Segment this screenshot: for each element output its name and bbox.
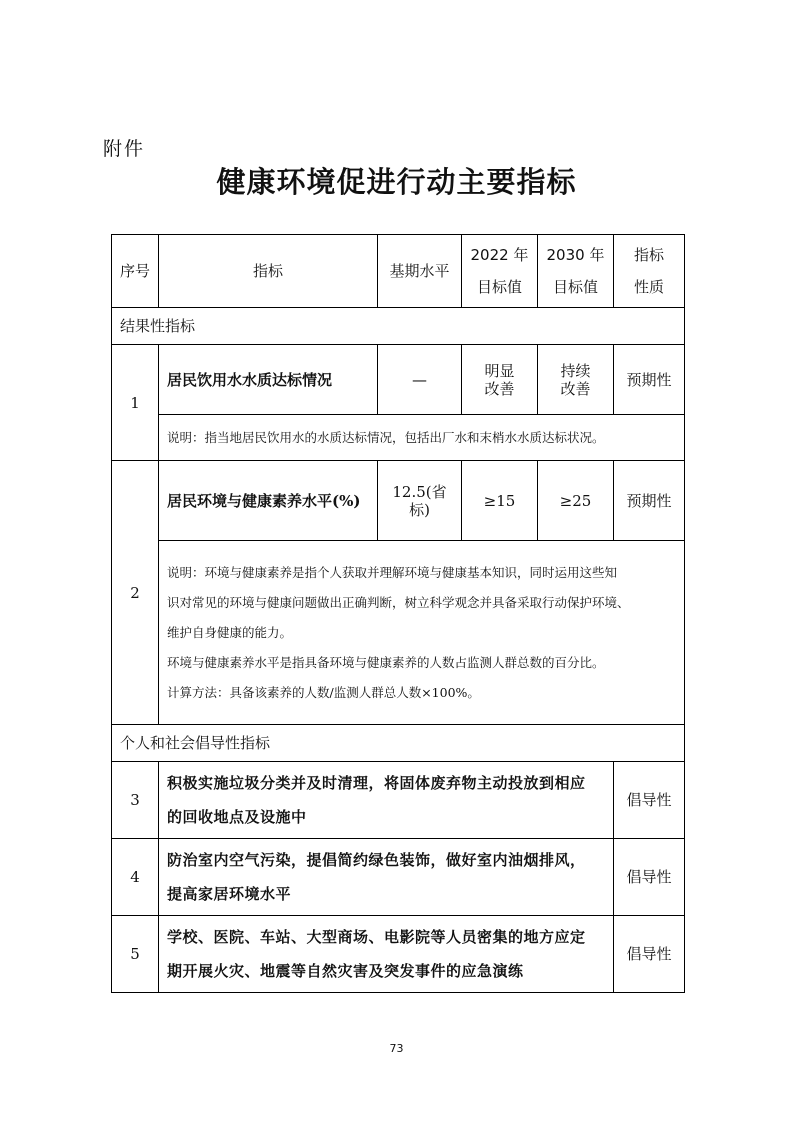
indicator-line: 期开展火灾、地震等自然灾害及突发事件的应急演练: [167, 962, 524, 980]
indicator-nature: 倡导性: [614, 839, 685, 916]
indicator-note: [159, 541, 685, 725]
row-number: 3: [112, 762, 159, 839]
table-row: [112, 839, 685, 916]
target-2022-value: [462, 345, 538, 415]
note-line: 环境与健康素养水平是指具备环境与健康素养的人数占监测人群总数的百分比。: [167, 654, 605, 670]
header-indicator: 指标: [159, 235, 378, 308]
table-row: [112, 461, 685, 541]
indicator-nature: 倡导性: [614, 916, 685, 993]
indicator-line: 学校、医院、车站、大型商场、电影院等人员密集的地方应定: [167, 928, 586, 946]
indicator-line: 防治室内空气污染，提倡简约绿色装饰，做好室内油烟排风，: [167, 851, 586, 869]
section-row: [112, 308, 685, 345]
header-nature-line1: 指标: [633, 246, 664, 264]
indicator-name: 居民饮用水水质达标情况: [159, 345, 378, 415]
header-target-2022: [462, 235, 538, 308]
note-line: 维护自身健康的能力。: [167, 624, 293, 640]
note-line: 识对常见的环境与健康问题做出正确判断，树立科学观念并具备采取行动保护环境、: [167, 594, 630, 610]
indicator-name: 居民环境与健康素养水平(%): [159, 461, 378, 541]
table-header-row: [112, 235, 685, 308]
section-row: [112, 725, 685, 762]
table-row: [112, 345, 685, 415]
header-baseline: 基期水平: [378, 235, 462, 308]
target-2030-line1: 持续: [560, 361, 591, 380]
table-row: [112, 916, 685, 993]
baseline-line1: 12.5(省: [392, 482, 447, 501]
target-2030-value: ≥25: [538, 461, 614, 541]
header-target-2030-line1: 2030 年: [546, 246, 605, 264]
note-row: [112, 541, 685, 725]
note-line: 计算方法：具备该素养的人数/监测人群总人数×100%。: [167, 684, 480, 700]
section-title-results: 结果性指标: [112, 308, 685, 345]
baseline-value: [378, 461, 462, 541]
header-no: 序号: [112, 235, 159, 308]
row-number: 5: [112, 916, 159, 993]
header-nature-line2: 性质: [633, 278, 664, 296]
header-target-2022-line2: 目标值: [476, 278, 522, 296]
indicator-name: [159, 916, 614, 993]
indicator-line: 的回收地点及设施中: [167, 808, 307, 826]
indicator-table: [111, 234, 685, 993]
attachment-label: 附件: [103, 138, 146, 160]
target-2030-line2: 改善: [560, 379, 591, 398]
target-2030-value: [538, 345, 614, 415]
note-line: 说明：指当地居民饮用水的水质达标情况，包括出厂水和末梢水水质达标状况。: [167, 429, 605, 445]
indicator-nature: 倡导性: [614, 762, 685, 839]
indicator-nature: 预期性: [614, 345, 685, 415]
indicator-nature: 预期性: [614, 461, 685, 541]
indicator-name: [159, 762, 614, 839]
note-line: 说明：环境与健康素养是指个人获取并理解环境与健康基本知识，同时运用这些知: [167, 564, 618, 580]
indicator-line: 积极实施垃圾分类并及时清理，将固体废弃物主动投放到相应: [167, 774, 586, 792]
header-target-2030-line2: 目标值: [552, 278, 598, 296]
section-title-advocacy: 个人和社会倡导性指标: [112, 725, 685, 762]
row-number: 1: [112, 345, 159, 461]
indicator-note: [159, 415, 685, 461]
header-target-2030: [538, 235, 614, 308]
page-title: 健康环境促进行动主要指标: [216, 165, 577, 199]
header-nature: [614, 235, 685, 308]
target-2022-line1: 明显: [484, 361, 515, 380]
baseline-value: —: [378, 345, 462, 415]
indicator-name: [159, 839, 614, 916]
note-row: [112, 415, 685, 461]
target-2022-value: ≥15: [462, 461, 538, 541]
page-number: 73: [389, 1042, 404, 1055]
baseline-line2: 标): [409, 500, 430, 519]
row-number: 2: [112, 461, 159, 725]
target-2022-line2: 改善: [484, 379, 515, 398]
table-row: [112, 762, 685, 839]
row-number: 4: [112, 839, 159, 916]
header-target-2022-line1: 2022 年: [470, 246, 529, 264]
indicator-line: 提高家居环境水平: [167, 885, 292, 903]
